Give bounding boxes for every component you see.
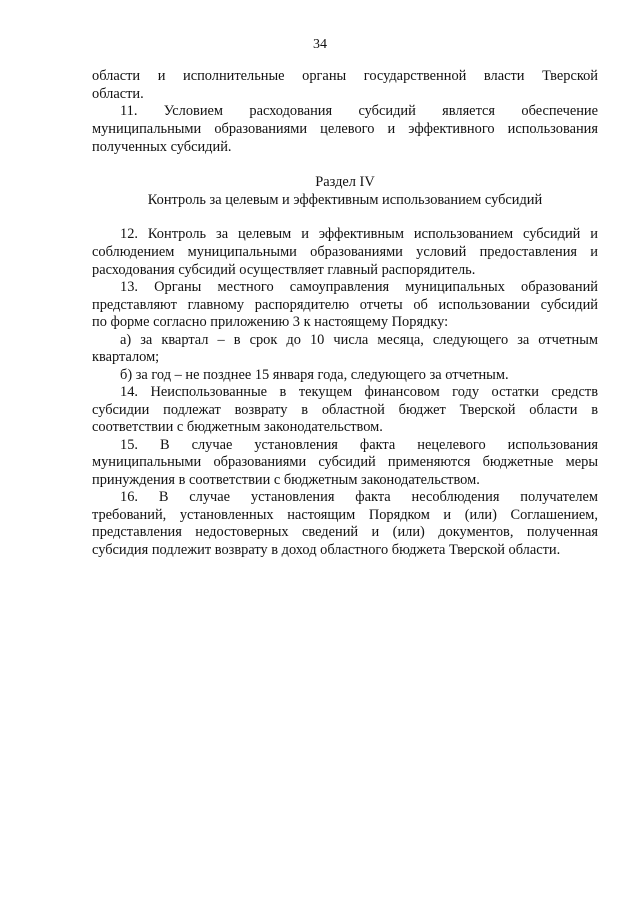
- text-line: 14. Неиспользованные в текущем финансовом году остатки средств: [120, 384, 598, 400]
- text-line: принуждения в соответствии с бюджетным законодательством.: [92, 472, 480, 488]
- text-line: 12. Контроль за целевым и эффективным использованием субсидий и: [120, 226, 598, 242]
- text-line: представляют главному распорядителю отчеты об использовании субсидий: [92, 297, 598, 313]
- text-line: б) за год – не позднее 15 января года, следующего за отчетным.: [120, 367, 509, 383]
- text-line: субсидия подлежит возврату в доход областного бюджета Тверской области.: [92, 542, 561, 558]
- section-title: Раздел IV: [315, 174, 375, 190]
- text-line: 15. В случае установления факта нецелевого использования: [120, 437, 598, 453]
- text-line: полученных субсидий.: [92, 139, 232, 155]
- text-line: субсидии подлежат возврату в областной бюджет Тверской области в: [92, 402, 598, 418]
- text-line: 16. В случае установления факта несоблюдения получателем: [120, 489, 598, 505]
- text-line: представления недостоверных сведений и (или) документов, полученная: [92, 524, 598, 540]
- text-line: 11. Условием расходования субсидий является обеспечение: [120, 103, 598, 119]
- text-line: соответствии с бюджетным законодательством.: [92, 419, 383, 435]
- text-line: по форме согласно приложению 3 к настоящему Порядку:: [92, 314, 449, 330]
- text-line: муниципальными образованиями субсидий применяются бюджетные меры: [92, 454, 598, 470]
- text-line: расходования субсидий осуществляет главный распорядитель.: [92, 262, 476, 278]
- section-subtitle: Контроль за целевым и эффективным использованием субсидий: [147, 192, 543, 208]
- page-number: 34: [313, 37, 327, 52]
- text-line: соблюдением муниципальными образованиями условий предоставления и: [92, 244, 598, 260]
- text-line: требований, установленных настоящим Порядком и (или) Соглашением,: [92, 507, 598, 523]
- text-line: а) за квартал – в срок до 10 числа месяца, следующего за отчетным: [120, 332, 598, 348]
- text-line: области.: [92, 86, 144, 102]
- text-line: кварталом;: [92, 349, 160, 365]
- text-line: 13. Органы местного самоуправления муниципальных образований: [120, 279, 598, 295]
- text-line: муниципальными образованиями целевого и эффективного использования: [92, 121, 598, 137]
- text-line: области и исполнительные органы государственной власти Тверской: [92, 68, 598, 84]
